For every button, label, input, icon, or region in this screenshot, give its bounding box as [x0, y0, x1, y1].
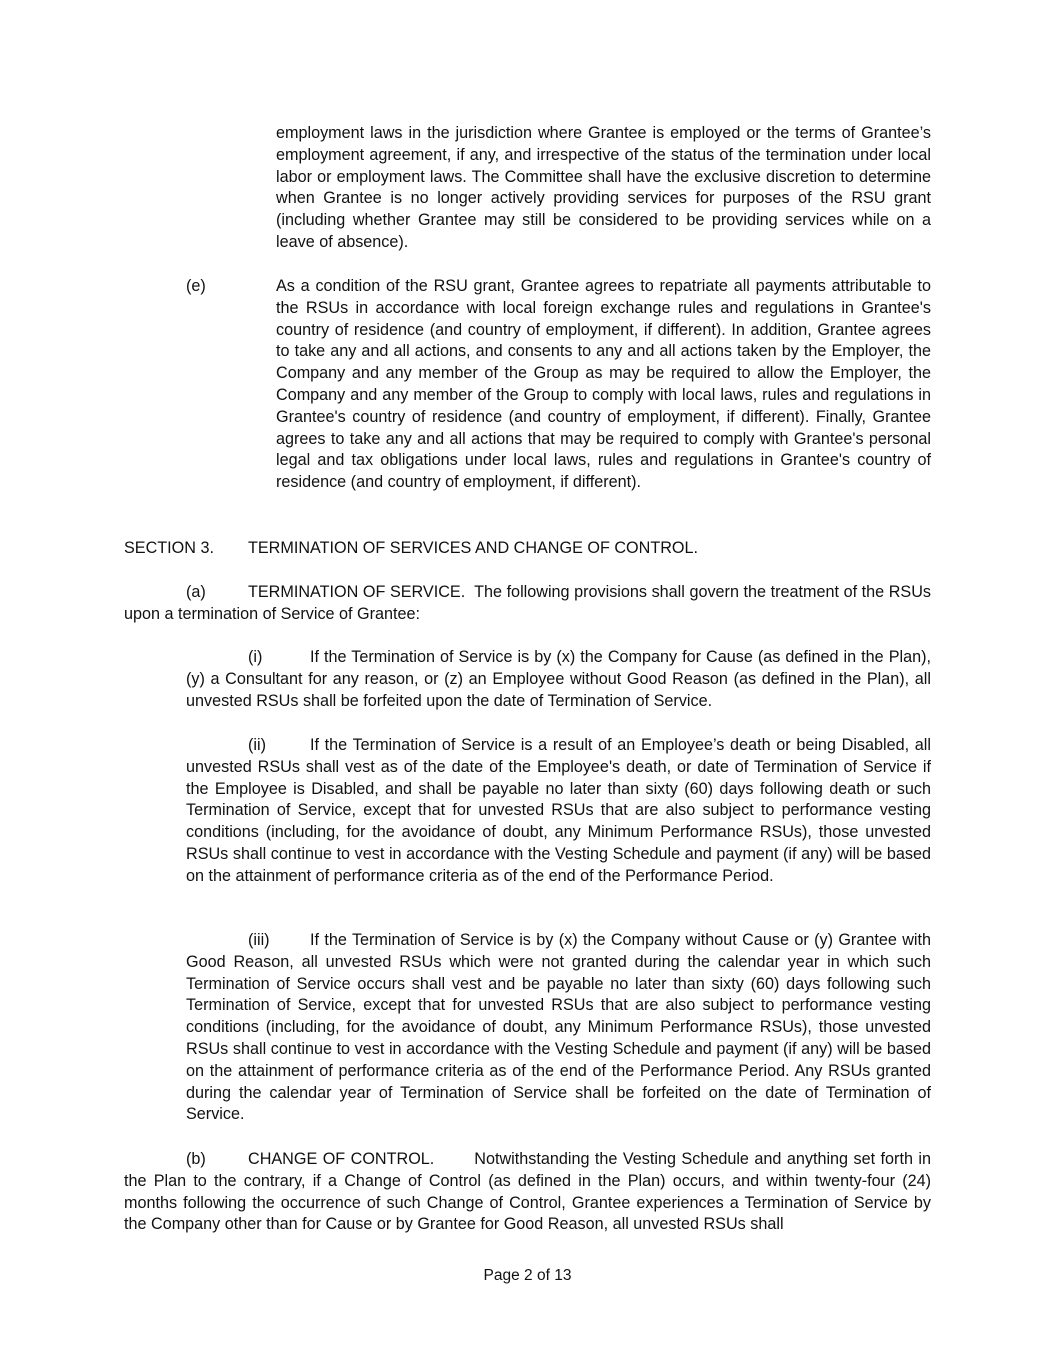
item-ii-paragraph [186, 735, 931, 888]
section-3a-heading: TERMINATION OF SERVICE. [248, 583, 466, 601]
item-ii-label: (ii) [248, 736, 266, 754]
item-iii-paragraph [186, 930, 931, 1126]
section-3b-label: (b) [186, 1150, 206, 1168]
continuation-paragraph [276, 123, 931, 254]
page-number-footer: Page 2 of 13 [483, 1267, 572, 1284]
item-iii-label: (iii) [248, 931, 270, 949]
section-3b-heading: CHANGE OF CONTROL. [248, 1150, 435, 1168]
section-number: SECTION 3. [124, 539, 214, 557]
item-e-paragraph [276, 276, 931, 494]
item-iii-text: If the Termination of Service is by (x) the Company without Cause or (y) Grantee with Good Reason, all unvested RSUs which were not granted during the calendar year in which such Termination of Service occurs shall vest and be payable no later than sixty (60) days following such Termination of Service, except that for unvested RSUs that are also subject to performance vesting conditions (including, for the avoidance of doubt, any Minimum Performance RSUs), those unvested RSUs shall continue to vest in accordance with the Vesting Schedule and payment (if any) will be based on the attainment of performance criteria as of the end of the Performance Period. Any RSUs granted during the calendar year of Termination of Service shall be forfeited on the date of Termination of Service. [186, 931, 931, 1124]
item-i-label: (i) [248, 648, 263, 666]
continuation-text: employment laws in the jurisdiction where Grantee is employed or the terms of Grantee’s employment agreement, if any, and irrespective of the status of the termination under local labor or employment laws. The Committee shall have the exclusive discretion to determine when Grantee is no longer actively providing services for purposes of the RSU grant (including whether Grantee may still be considered to be providing services while on a leave of absence). [276, 124, 931, 251]
section-title: TERMINATION OF SERVICES AND CHANGE OF CONTROL. [248, 539, 698, 557]
section-3a-label: (a) [186, 583, 206, 601]
item-ii-text: If the Termination of Service is a result of an Employee’s death or being Disabled, all unvested RSUs shall vest as of the date of the Employee's death, or date of Termination of Service if the Employee is Disabled, and shall be payable no later than sixty (60) days following death or such Termination of Service, except that for unvested RSUs that are also subject to performance vesting conditions (including, for the avoidance of doubt, any Minimum Performance RSUs), those unvested RSUs shall continue to vest in accordance with the Vesting Schedule and payment (if any) will be based on the attainment of performance criteria as of the end of the Performance Period. [186, 736, 931, 885]
item-e-label: (e) [186, 277, 206, 295]
item-e-text: As a condition of the RSU grant, Grantee agrees to repatriate all payments attributable to the RSUs in accordance with local foreign exchange rules and regulations in Grantee's country of residence (and country of employment, if different). In addition, Grantee agrees to take any and all actions, and consents to any and all actions taken by the Employer, the Company and any member of the Group as may be required to allow the Employer, the Company and any member of the Group to comply with local laws, rules and regulations in Grantee's country of residence (and country of employment, if different). Finally, Grantee agrees to take any and all actions that may be required to comply with Grantee's personal legal and tax obligations under local laws, rules and regulations in Grantee's country of residence (and country of employment, if different). [276, 277, 931, 492]
section-3-heading [124, 538, 698, 560]
section-3b-paragraph [124, 1149, 931, 1236]
section-3b-text: Notwithstanding the Vesting Schedule and anything set forth in the Plan to the contrary, if a Change of Control (as defined in the Plan) occurs, and within twenty-four (24) months following the occurrence of such Change of Control, Grantee experiences a Termination of Service by the Company other than for Cause or by Grantee for Good Reason, all unvested RSUs shall [124, 1150, 931, 1234]
item-i-paragraph [186, 647, 931, 712]
item-i-text: If the Termination of Service is by (x) the Company for Cause (as defined in the Plan), (y) a Consultant for any reason, or (z) an Employee without Good Reason (as defined in the Plan), all unvested RSUs shall be forfeited upon the date of Termination of Service. [186, 648, 931, 710]
section-3a-paragraph [124, 582, 931, 626]
section-3a-text: The following provisions shall govern the treatment of the RSUs upon a termination of Service of Grantee: [124, 583, 931, 623]
